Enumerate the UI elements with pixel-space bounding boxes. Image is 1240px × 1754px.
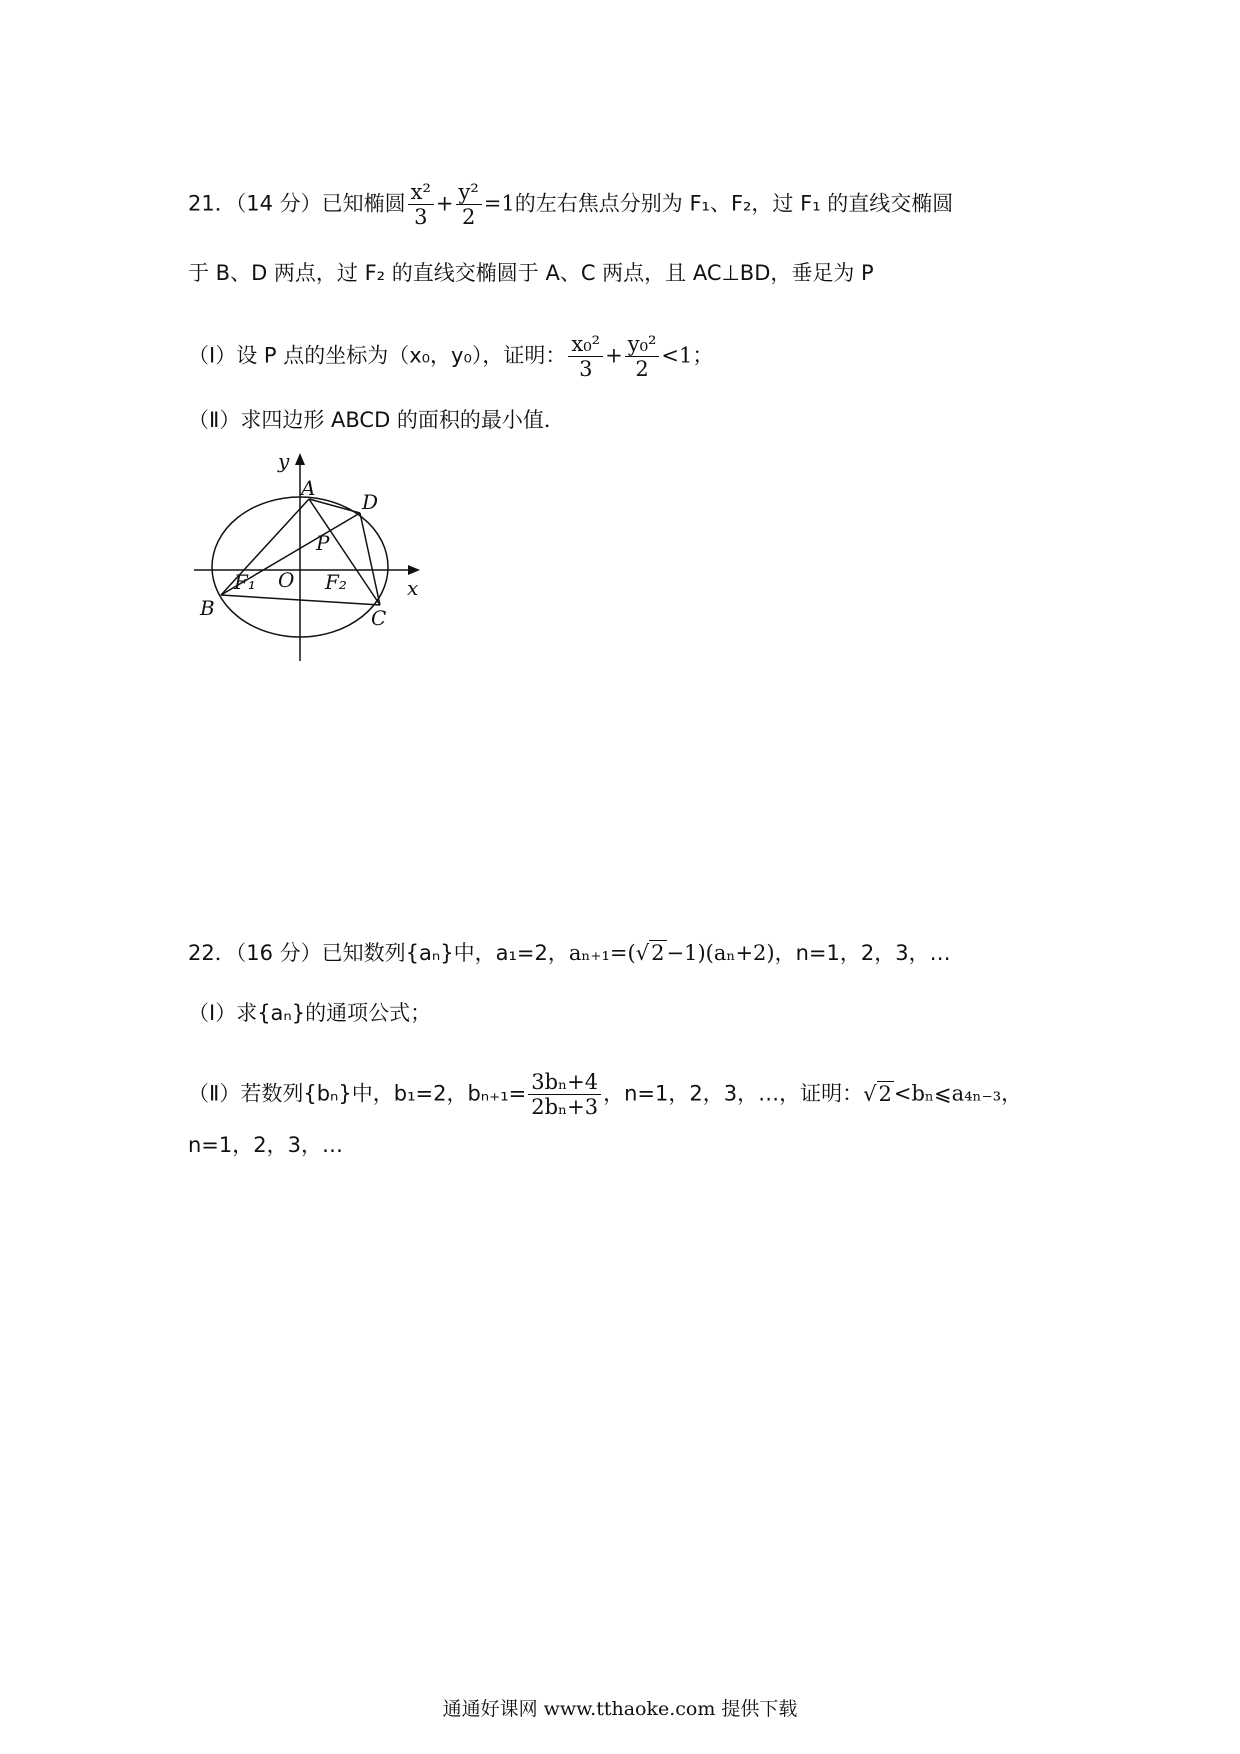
y-axis-arrow <box>295 453 305 465</box>
q22-ineq-sqrt: √2 <box>863 1081 892 1106</box>
q22-ineq-rest: <bₙ⩽a₄ₙ₋₃， <box>893 1081 1023 1106</box>
q22-recurrence-tail: ，n=1，2，3，… <box>774 941 951 965</box>
q22-header: 22．（16 分）已知数列{aₙ}中，a₁=2， <box>188 941 569 965</box>
label-x: x <box>407 576 419 600</box>
q21-eq-x-frac: $\frac{\text{x²}}{3}$ <box>408 180 434 229</box>
label-B: B <box>200 596 215 620</box>
q21-part1-text: （Ⅰ）设 P 点的坐标为（x₀，y₀），证明： <box>188 343 567 368</box>
q22-sqrt: √2 <box>635 941 665 965</box>
q22-recurrence-lhs: aₙ₊₁=( <box>568 941 636 965</box>
label-F2: F₂ <box>325 570 347 594</box>
q21-line2: 于 B、D 两点，过 F₂ 的直线交椭圆于 A、C 两点，且 AC⊥BD，垂足为 P <box>188 261 874 285</box>
q22-part2 <box>188 1070 1022 1119</box>
q21-part1: （Ⅰ）设 P 点的坐标为（x₀，y₀），证明： $\frac{\text{x₀²}}{3}$ + $\frac{\text{y₀²}}{2}$ <1； <box>188 332 714 381</box>
q21-line1: 21．（14 分）已知椭圆 $\frac{\text{x²}}{3}$ + $\frac{\text{y²}}{2}$ =1的左右焦点分别为 F₁、F₂，过 F₁ 的直线交椭圆 <box>188 180 954 229</box>
x-axis-arrow <box>408 565 420 575</box>
label-C: C <box>371 606 387 630</box>
q22-part2-tail: ，n=1，2，3，…，证明： <box>603 1081 864 1106</box>
label-y: y <box>278 449 290 473</box>
q21-part1-y-frac: $\frac{\text{y₀²}}{2}$ <box>625 332 660 381</box>
q21-part1-rhs: <1； <box>661 343 714 368</box>
q22-recurrence-mid: −1)(aₙ+2) <box>666 941 775 965</box>
q22-part2-frac: $\frac{\text{3bₙ+4}}{\text{2bₙ+3}}$ <box>528 1070 601 1119</box>
q21-eq-rhs: =1 <box>483 191 515 216</box>
q22-part2-text: （Ⅱ）若数列{bₙ}中，b₁=2，bₙ₊₁= <box>188 1081 527 1106</box>
q21-line1-tail: 的左右焦点分别为 F₁、F₂，过 F₁ 的直线交椭圆 <box>514 191 954 216</box>
label-D: D <box>362 490 379 514</box>
label-A: A <box>301 476 316 500</box>
label-P: P <box>316 531 330 555</box>
q22-line-last: n=1，2，3，… <box>188 1133 343 1157</box>
q21-eq-y-frac: $\frac{\text{y²}}{2}$ <box>456 180 482 229</box>
page-footer: 通通好课网 www.tthaoke.com 提供下载 <box>442 1698 798 1720</box>
q21-header: 21．（14 分）已知椭圆 <box>188 191 406 216</box>
label-F1: F₁ <box>234 570 256 594</box>
label-O: O <box>278 568 295 592</box>
q21-part2: （Ⅱ）求四边形 ABCD 的面积的最小值． <box>188 408 565 432</box>
q21-part1-x-frac: $\frac{\text{x₀²}}{3}$ <box>568 332 603 381</box>
q22-line1 <box>188 938 951 968</box>
ellipse-figure <box>190 445 450 667</box>
q22-part1: （Ⅰ）求{aₙ}的通项公式； <box>188 1001 432 1025</box>
